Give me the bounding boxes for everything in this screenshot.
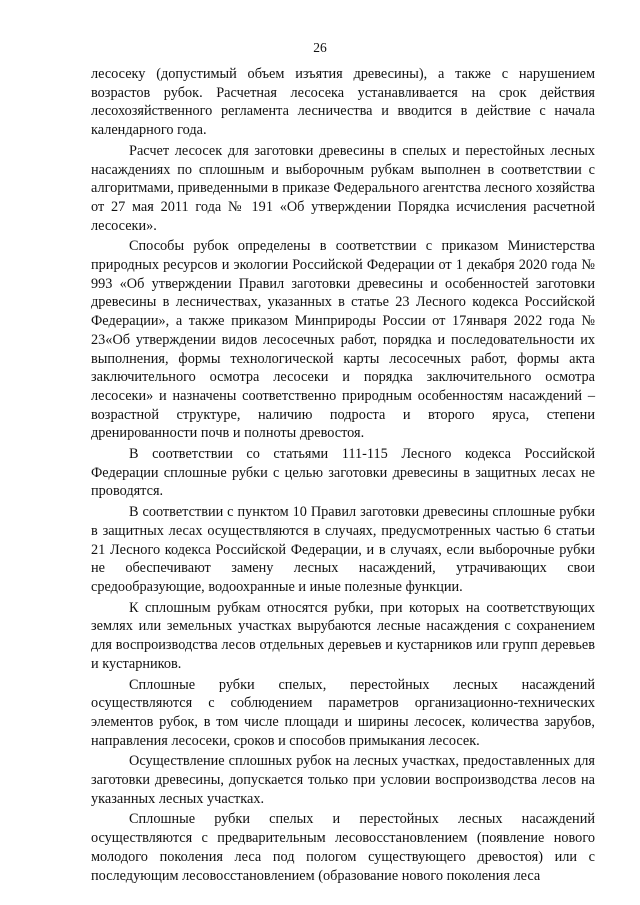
paragraph: В соответствии с пунктом 10 Правил заготовки древесины сплошные рубки в защитных лесах осуществляются в случаях, предусмотренных частью 6 статьи 21 Лесного кодекса Российской Федерации, и в случаях, если выборочные рубки не обеспечивают замену лесных насаждений, утрачивающих свои средообразующие, водоохранные и иные полезные функции. (91, 504, 595, 595)
paragraph: К сплошным рубкам относятся рубки, при которых на соответствующих землях или земельных участках вырубаются лесные насаждения с сохранением для воспроизводства лесов отдельных деревьев и кустарников или групп деревьев и кустарников. (91, 599, 595, 672)
paragraph: Осуществление сплошных рубок на лесных участках, предоставленных для заготовки древесины, допускается только при условии воспроизводства лесов на указанных лесных участках. (91, 753, 595, 807)
paragraph: Способы рубок определены в соответствии с приказом Министерства природных ресурсов и экологии Российской Федерации от 1 декабря 2020 года № 993 «Об утверждении Правил заготовки древесины и особенностей заготовки древесины в лесничествах, указанных в статье 23 Лесного кодекса Российской Федерации», а также приказом Минприроды России от 17января 2022 года № 23«Об утверждении видов лесосечных работ, порядка и последовательности их выполнения, формы технологической карты лесосечных работ, формы акта заключительного осмотра лесосеки и порядка заключительного осмотра лесосеки» и назначены соответственно природным особенностям насаждений – возрастной структуре, наличию подроста и второго яруса, степени дренированности почв и полноты древостоя. (91, 238, 595, 442)
page-number: 26 (313, 40, 327, 55)
paragraph-continuation: лесосеку (допустимый объем изъятия древесины), а также с нарушением возрастов рубок. Расчетная лесосека устанавливается на срок действия лесохозяйственного регламента лесничества и вводится в действие с начала календарного года. (91, 66, 595, 139)
paragraph: Расчет лесосек для заготовки древесины в спелых и перестойных лесных насаждениях по сплошным и выборочным рубкам выполнен в соответствии с алгоритмами, приведенными в приказе Федерального агентства лесного хозяйства от 27 мая 2011 года № 191 «Об утверждении Порядка исчисления расчетной лесосеки». (91, 142, 595, 234)
paragraph: В соответствии со статьями 111-115 Лесного кодекса Российской Федерации сплошные рубки с целью заготовки древесины в защитных лесах не проводятся. (91, 446, 595, 500)
paragraph: Сплошные рубки спелых и перестойных лесных насаждений осуществляются с предварительным лесовосстановлением (появление нового молодого поколения леса под пологом существующего древостоя) или с последующим лесовосстановлением (образование нового поколения леса (91, 811, 595, 884)
paragraph: Сплошные рубки спелых, перестойных лесных насаждений осуществляются с соблюдением параметров организационно-технических элементов рубок, в том числе площади и ширины лесосек, количества зарубов, направления лесосеки, сроков и способов примыкания лесосек. (91, 676, 595, 749)
body-text (91, 65, 595, 885)
